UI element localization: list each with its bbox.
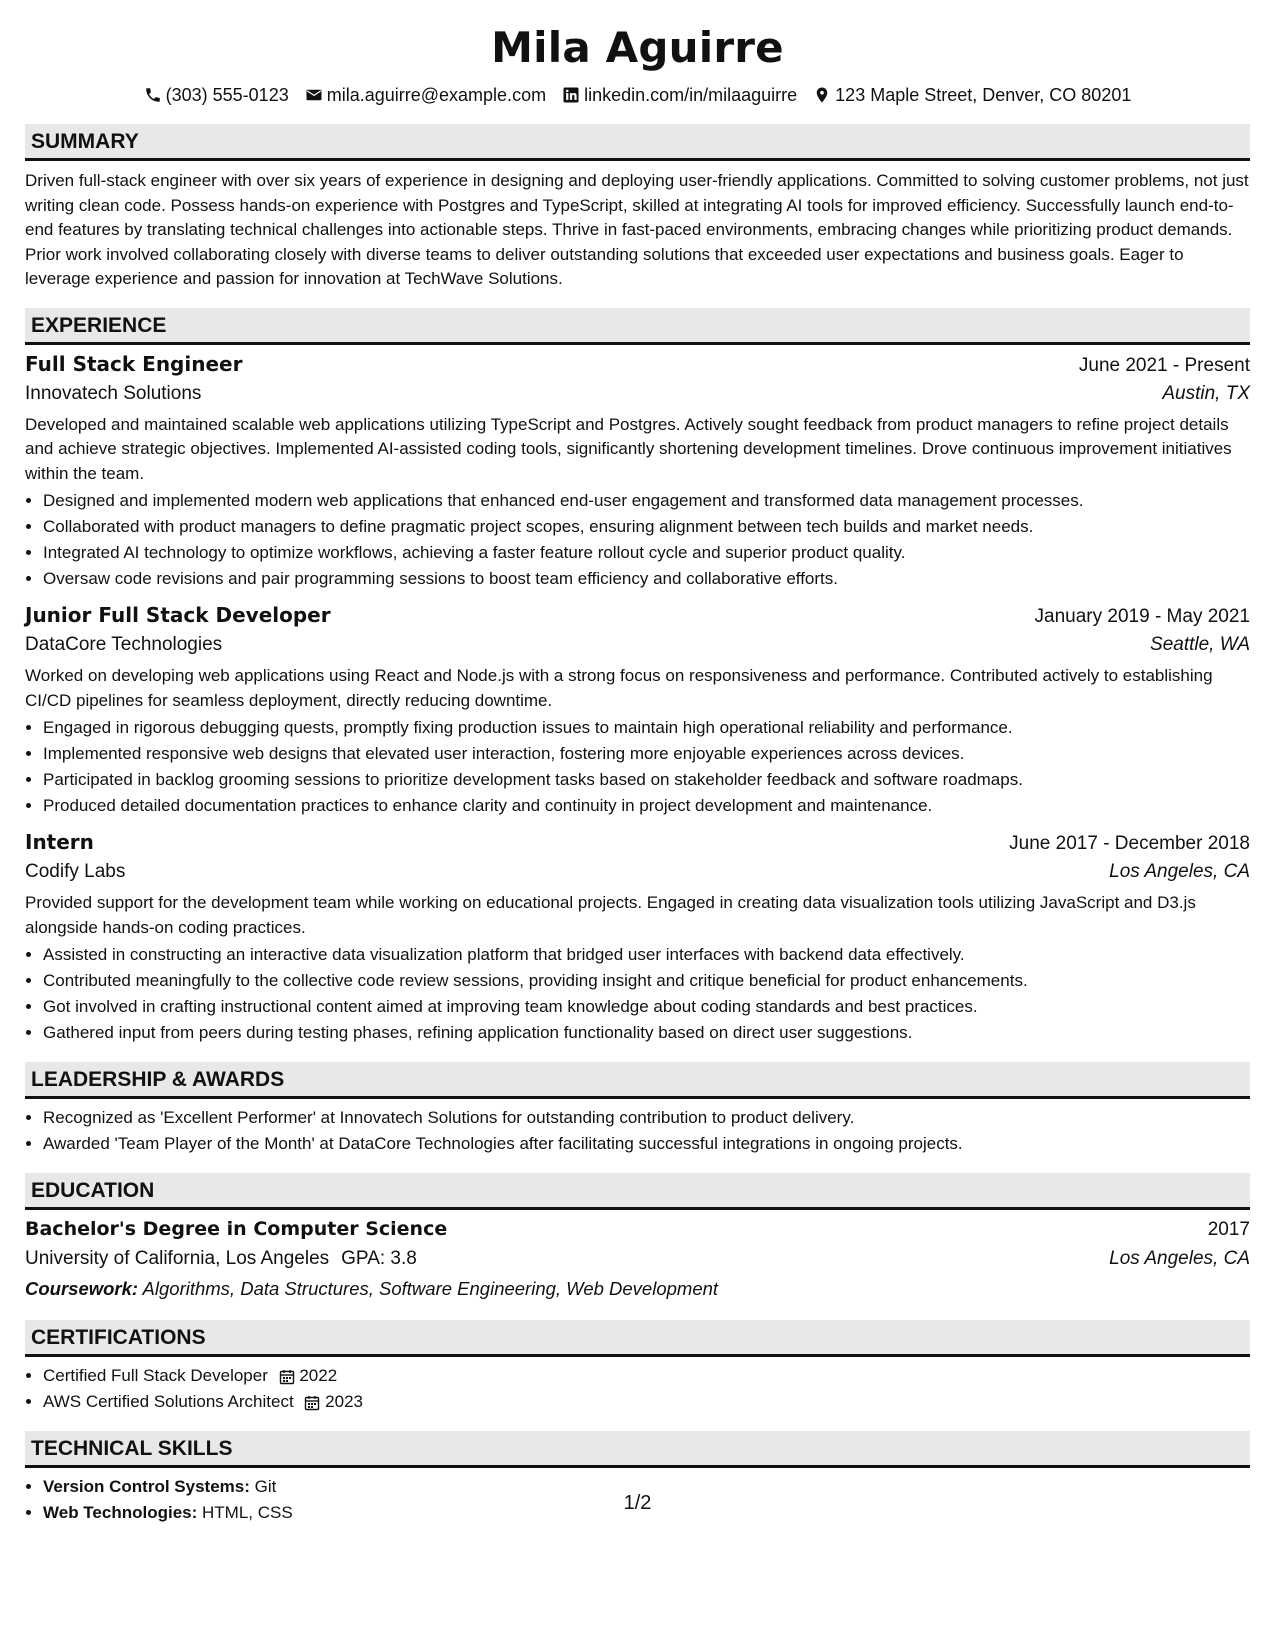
list-item (43, 1389, 1250, 1415)
job-entry (25, 827, 1250, 1046)
experience-section (25, 308, 1250, 1047)
summary-section (25, 124, 1250, 292)
coursework (25, 1274, 1250, 1304)
job-entry (25, 600, 1250, 819)
leadership-list (25, 1105, 1250, 1157)
list-item: • Engaged in rigorous debugging quests, promptly fixing production issues to maintain high operational reliability and performance. (43, 715, 1250, 741)
list-item: • Awarded 'Team Player of the Month' at DataCore Technologies after facilitating successful integrations in ongoing projects. (43, 1131, 1250, 1157)
summary-text: Driven full-stack engineer with over six years of experience in designing and deploying user-friendly applications. Committed to solving customer problems, not just writing clean code. Possess hands-on experience with Postgres and TypeScript, skilled at integrating AI tools for improved efficiency. Successfully launch end-to-end features by translating technical challenges into actionable steps. Thrive in fast-paced environments, embracing changes while prioritizing product demands. Prior work involved collaborating closely with diverse teams to deliver outstanding solutions that exceeded user expectations and business goals. Eager to leverage experience and passion for innovation at TechWave Solutions. (25, 171, 1249, 288)
education-section (25, 1173, 1250, 1304)
contact-linkedin[interactable]: linkedin.com/in/milaaguirre (562, 85, 797, 106)
job-dates: January 2019 - May 2021 (1034, 606, 1250, 627)
job-location: Los Angeles, CA (1109, 861, 1250, 882)
certification-year: 2022 (299, 1366, 338, 1385)
skill-value: Git (254, 1477, 277, 1496)
list-item: • Oversaw code revisions and pair programming sessions to boost team efficiency and collaborative efforts. (43, 566, 1250, 592)
list-item: • Assisted in constructing an interactive data visualization platform that bridged user interfaces with backend data effectively. (43, 942, 1250, 968)
calendar-icon (273, 1366, 300, 1385)
calendar-icon (298, 1392, 325, 1411)
resume-page (25, 0, 1250, 1526)
job-company: Innovatech Solutions (25, 382, 202, 404)
job-title: Intern (25, 830, 94, 854)
linkedin-icon (562, 86, 580, 104)
page-number: 1/2 (623, 1492, 652, 1514)
job-dates: June 2021 - Present (1078, 354, 1250, 376)
skill-value: HTML, CSS (202, 1503, 293, 1522)
certification-year: 2023 (325, 1392, 363, 1411)
envelope-icon (305, 86, 323, 104)
list-item: • Designed and implemented modern web applications that enhanced end-user engagement and transformed data management processes. (43, 488, 1250, 514)
school-line (25, 1244, 417, 1274)
job-title: Junior Full Stack Developer (25, 603, 331, 627)
job-entry (25, 349, 1250, 593)
section-heading: EDUCATION (25, 1173, 1250, 1210)
job-bullets (25, 715, 1250, 819)
list-item: • Produced detailed documentation practices to enhance clarity and continuity in project development and maintenance. (43, 793, 1250, 819)
contact-address: 123 Maple Street, Denver, CO 80201 (813, 85, 1131, 106)
section-heading: TECHNICAL SKILLS (25, 1431, 1250, 1468)
certification-name: AWS Certified Solutions Architect (43, 1392, 294, 1411)
section-heading: SUMMARY (25, 124, 1250, 161)
job-bullets (25, 488, 1250, 592)
school-name: University of California, Los Angeles (25, 1248, 330, 1269)
education-entry (25, 1214, 1250, 1304)
coursework-label: Coursework: (25, 1278, 139, 1299)
section-heading: CERTIFICATIONS (25, 1320, 1250, 1357)
job-location: Austin, TX (1162, 382, 1250, 404)
job-bullets (25, 942, 1250, 1046)
section-heading: EXPERIENCE (25, 308, 1250, 345)
list-item: • Implemented responsive web designs that elevated user interaction, fostering more enjoyable experiences across devices. (43, 741, 1250, 767)
coursework-list: Algorithms, Data Structures, Software Engineering, Web Development (142, 1278, 719, 1299)
job-description: Developed and maintained scalable web applications utilizing TypeScript and Postgres. Actively sought feedback from product managers to refine project details and achieve strategic objectives. Implemented AI-assisted coding tools, significantly shortening development timelines. Drove continuous improvement initiatives within the team. (25, 414, 1232, 483)
certifications-section (25, 1320, 1250, 1415)
map-pin-icon (813, 86, 831, 104)
contact-phone: (303) 555-0123 (144, 85, 289, 106)
list-item: • Integrated AI technology to optimize workflows, achieving a faster feature rollout cycle and superior product quality. (43, 540, 1250, 566)
graduation-year: 2017 (1207, 1219, 1250, 1240)
school-location: Los Angeles, CA (1109, 1248, 1250, 1269)
job-location: Seattle, WA (1150, 634, 1250, 655)
candidate-name: Mila Aguirre (491, 23, 784, 72)
leadership-section (25, 1062, 1250, 1157)
skill-label: Web Technologies: (43, 1503, 198, 1522)
list-item: • Collaborated with product managers to define pragmatic project scopes, ensuring alignment between tech builds and market needs. (43, 514, 1250, 540)
phone-icon (144, 86, 162, 104)
job-company: DataCore Technologies (25, 634, 223, 655)
job-title: Full Stack Engineer (25, 351, 243, 376)
gpa: GPA: 3.8 (341, 1248, 417, 1269)
job-description: Worked on developing web applications using React and Node.js with a strong focus on responsiveness and performance. Contributed actively to establishing CI/CD pipelines for seamless deployment, directly reducing downtime. (25, 666, 1213, 710)
list-item (43, 1363, 1250, 1389)
list-item: • Contributed meaningfully to the collective code review sessions, providing insight and critique beneficial for product enhancements. (43, 968, 1250, 994)
list-item: • Got involved in crafting instructional content aimed at improving team knowledge about coding standards and best practices. (43, 994, 1250, 1020)
list-item: • Participated in backlog grooming sessions to prioritize development tasks based on stakeholder feedback and software roadmaps. (43, 767, 1250, 793)
list-item: • Gathered input from peers during testing phases, refining application functionality based on direct user suggestions. (43, 1020, 1250, 1046)
certification-name: Certified Full Stack Developer (43, 1366, 268, 1385)
contact-email[interactable]: mila.aguirre@example.com (305, 85, 546, 106)
job-dates: June 2017 - December 2018 (1009, 833, 1250, 854)
degree: Bachelor's Degree in Computer Science (25, 1218, 448, 1240)
certifications-list (25, 1363, 1250, 1415)
job-description: Provided support for the development team while working on educational projects. Engaged in creating data visualization tools utilizing JavaScript and D3.js alongside hands-on coding practices. (25, 893, 1196, 937)
skill-label: Version Control Systems: (43, 1477, 250, 1496)
list-item: • Recognized as 'Excellent Performer' at Innovatech Solutions for outstanding contribution to product delivery. (43, 1105, 1250, 1131)
contact-bar (25, 82, 1250, 108)
section-heading: LEADERSHIP & AWARDS (25, 1062, 1250, 1099)
job-company: Codify Labs (25, 861, 126, 882)
